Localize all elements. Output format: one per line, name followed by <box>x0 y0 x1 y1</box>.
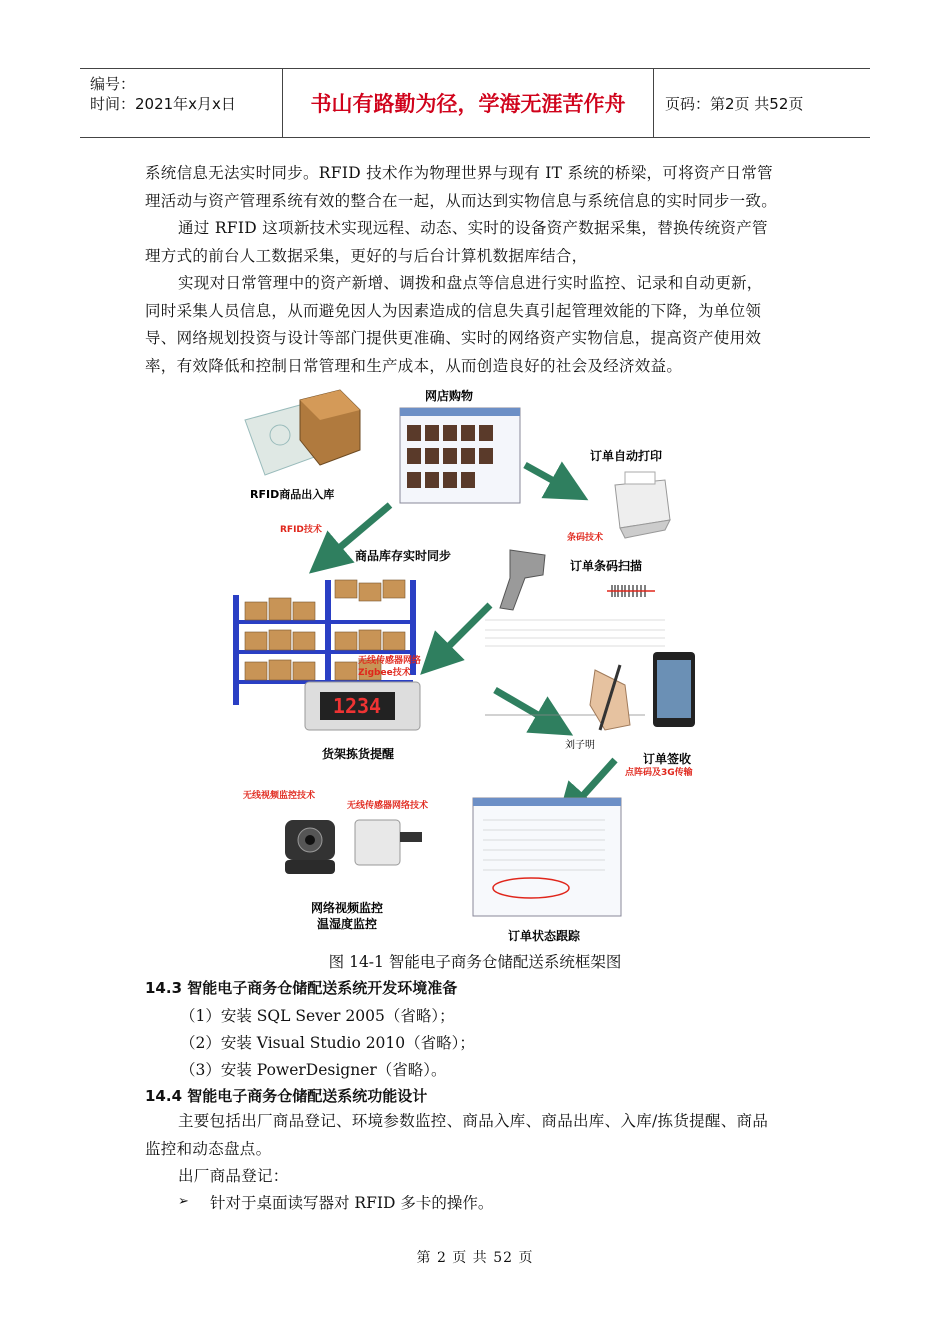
label-stock-sync: 商品库存实时同步 <box>355 549 452 563</box>
header-number: 编号： <box>90 75 136 93</box>
label-dot-matrix: 点阵码及3G传输 <box>625 768 693 778</box>
system-framework-figure <box>225 380 725 948</box>
text-line: 同时采集人员信息，从而避免因人为因素造成的信息失真引起管理效能的下降，为单位领 <box>145 301 762 320</box>
header-meta-cell <box>80 69 283 137</box>
label-video-monitor: 网络视频监控 <box>311 901 384 915</box>
figure-caption: 图 14-1 智能电子商务仓储配送系统框架图 <box>328 953 622 971</box>
text-line: 主要包括出厂商品登记、环境参数监控、商品入库、商品出库、入库/拣货提醒、商品 <box>178 1112 769 1130</box>
subheading-factory-registration: 出厂商品登记： <box>178 1167 289 1185</box>
text-line: 实现对日常管理中的资产新增、调拨和盘点等信息进行实时监控、记录和自动更新， <box>178 274 763 292</box>
label-rfid-tech: RFID技术 <box>280 525 322 535</box>
list-item: （3）安装 PowerDesigner（省略）。 <box>180 1061 447 1079</box>
barcode-image <box>607 585 655 597</box>
label-wsn-line2: Zigbee技术 <box>358 668 411 678</box>
arrow-shop-to-print <box>525 465 570 490</box>
page-header <box>80 68 870 138</box>
text-line: 率，有效降低和控制日常管理和生产成本，从而创造良好的社会及经济效益。 <box>145 356 683 375</box>
order-tracking-screenshot <box>473 798 621 916</box>
arrow-to-sign <box>495 690 555 725</box>
signing-hand-image <box>485 652 695 730</box>
list-item: （1）安装 SQL Sever 2005（省略）； <box>180 1007 455 1025</box>
paragraph-1 <box>145 160 810 215</box>
rfid-reader-image <box>245 390 360 475</box>
order-sheet-image <box>485 620 665 646</box>
label-shelf-pick: 货架拣货提醒 <box>322 747 395 761</box>
section-14-4-paragraph <box>145 1108 810 1163</box>
paragraph-2 <box>145 215 810 270</box>
section-14-4-heading: 14.4 智能电子商务仓储配送系统功能设计 <box>145 1087 428 1105</box>
label-temp-monitor: 温湿度监控 <box>317 917 378 931</box>
online-shop-screenshot <box>400 408 520 503</box>
label-video-tech: 无线视频监控技术 <box>243 791 316 801</box>
arrow-bullet-icon: ➢ <box>178 1194 189 1209</box>
paragraph-3 <box>145 270 810 380</box>
shelf-led-display <box>305 682 420 730</box>
label-online-shop: 网店购物 <box>425 389 474 403</box>
text-line: 通过 RFID 这项新技术实现远程、动态、实时的设备资产数据采集，替换传统资产管 <box>178 219 768 237</box>
text-line: 理活动与资产管理系统有效的整合在一起，从而达到实物信息与系统信息的实时同步一致。 <box>145 191 778 210</box>
label-wsn-line1: 无线传感器网络 <box>358 656 422 666</box>
header-page-number: 页码：第2页 共52页 <box>665 95 804 113</box>
barcode-scanner-image <box>500 550 545 610</box>
camera-image <box>285 820 335 874</box>
label-barcode-tech: 条码技术 <box>567 533 604 543</box>
signature-text: 刘子明 <box>565 740 595 751</box>
text-line: 监控和动态盘点。 <box>145 1139 272 1158</box>
led-display-value: 1234 <box>332 694 382 718</box>
label-order-track: 订单状态跟踪 <box>508 929 581 943</box>
page-footer: 第 2 页 共 52 页 <box>416 1250 534 1266</box>
printer-image <box>615 472 670 538</box>
label-order-sign: 订单签收 <box>643 752 692 766</box>
text-line: 系统信息无法实时同步。RFID 技术作为物理世界与现有 IT 系统的桥梁，可将资产日常管 <box>145 164 773 182</box>
label-rfid-in-out: RFID商品出入库 <box>250 488 335 501</box>
sensor-image <box>355 820 422 865</box>
text-line: 导、网络规划投资与设计等部门提供更准确、实时的网络资产实物信息，提高资产使用效 <box>145 329 762 347</box>
section-14-3-heading: 14.3 智能电子商务仓储配送系统开发环境准备 <box>145 979 458 997</box>
bullet-item: 针对于桌面读写器对 RFID 多卡的操作。 <box>210 1194 494 1212</box>
list-item: （2）安装 Visual Studio 2010（省略）； <box>180 1034 475 1052</box>
header-motto: 书山有路勤为径，学海无涯苦作舟 <box>283 69 654 137</box>
text-line: 理方式的前台人工数据采集，更好的与后台计算机数据库结合， <box>145 246 588 265</box>
label-sensor-tech: 无线传感器网络技术 <box>347 801 429 811</box>
label-order-scan: 订单条码扫描 <box>570 559 643 573</box>
arrow-scan-to-shelf <box>435 605 490 660</box>
header-date: 时间：2021年x月x日 <box>90 95 236 113</box>
label-auto-print: 订单自动打印 <box>590 449 663 463</box>
